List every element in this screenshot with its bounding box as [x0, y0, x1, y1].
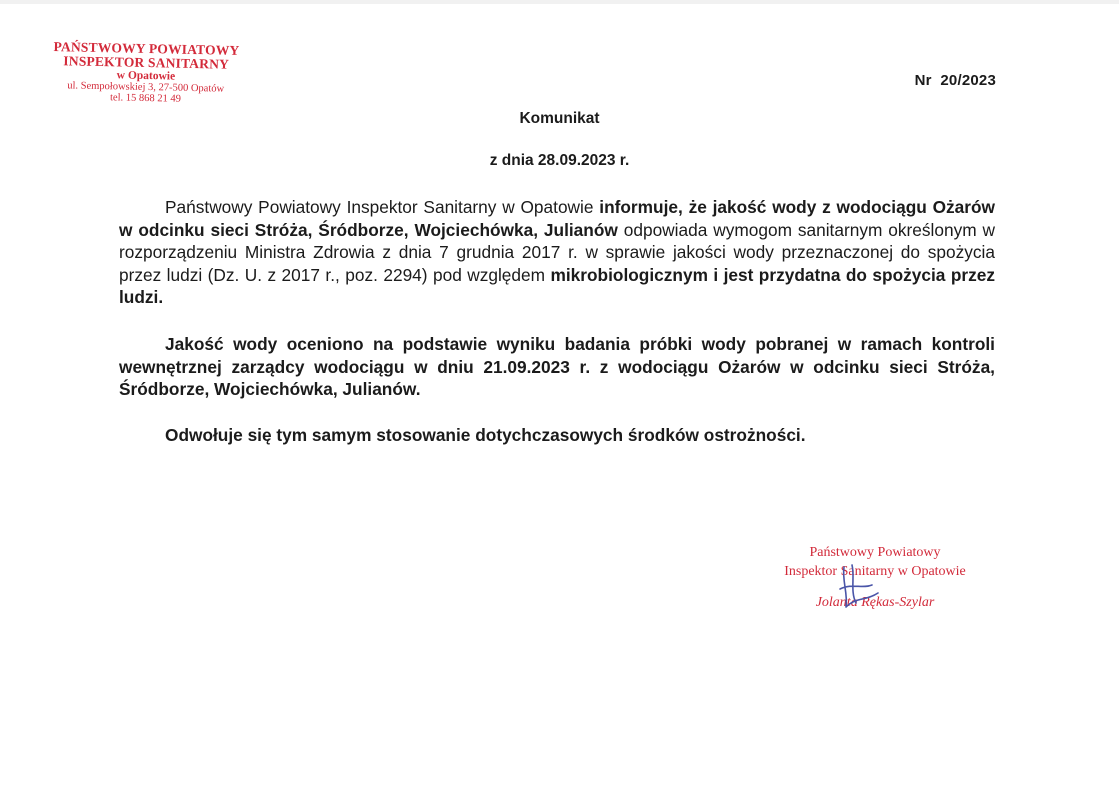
- document-number: Nr 20/2023: [914, 72, 996, 89]
- paragraph-3: Odwołuje się tym samym stosowanie dotychczasowych środków ostrożności.: [165, 425, 806, 445]
- paragraph-1: [119, 196, 995, 309]
- stamp-address: ul. Sempołowskiej 3, 27-500 Opatów: [67, 80, 225, 96]
- signature-name: Jolanta Rękas-Szylar: [815, 595, 935, 610]
- stamp-line-1: PAŃSTWOWY POWIATOWY: [53, 39, 240, 58]
- signature-line-1: Państwowy Powiatowy: [809, 545, 941, 560]
- signature-line-2: Inspektor Sanitarny w Opatowie: [784, 564, 966, 579]
- stamp-line-2: INSPEKTOR SANITARNY: [63, 53, 230, 72]
- document-title: Komunikat: [519, 110, 600, 127]
- paragraph-1-text-2: odpowiada wymogom sanitarnym określonym w rozporządzeniu Ministra Zdrowia z dnia 7 grudnia 2017 r. w sprawie jakości wody przeznaczonej do spożycia przez ludzi (Dz. U. z 2017 r., poz. 2294) pod względem: [119, 219, 995, 285]
- scan-edge: [0, 0, 1119, 4]
- stamp-line-3: w Opatowie: [116, 69, 176, 83]
- paragraph-1-text-1: Państwowy Powiatowy Inspektor Sanitarny w Opatowie: [165, 197, 600, 217]
- paragraph-1-bold-1: informuje, że jakość wody z wodociągu Ożarów w odcinku sieci Stróża, Śródborze, Wojciechówka, Julianów: [119, 197, 995, 240]
- handwritten-signature-icon: [822, 563, 892, 623]
- stamp-phone: tel. 15 868 21 49: [109, 92, 182, 106]
- paragraph-1-bold-2: mikrobiologicznym i jest przydatna do spożycia przez ludzi.: [119, 264, 996, 307]
- header-stamp: [45, 40, 246, 107]
- paragraph-2: Jakość wody oceniono na podstawie wyniku badania próbki wody pobranej w ramach kontroli wewnętrznej zarządcy wodociągu w dniu 21.09.2023 r. z wodociągu Ożarów w odcinku sieci Stróża, Śródborze, Wojciechówka, Julianów.: [119, 334, 995, 399]
- document-date: z dnia 28.09.2023 r.: [489, 152, 630, 169]
